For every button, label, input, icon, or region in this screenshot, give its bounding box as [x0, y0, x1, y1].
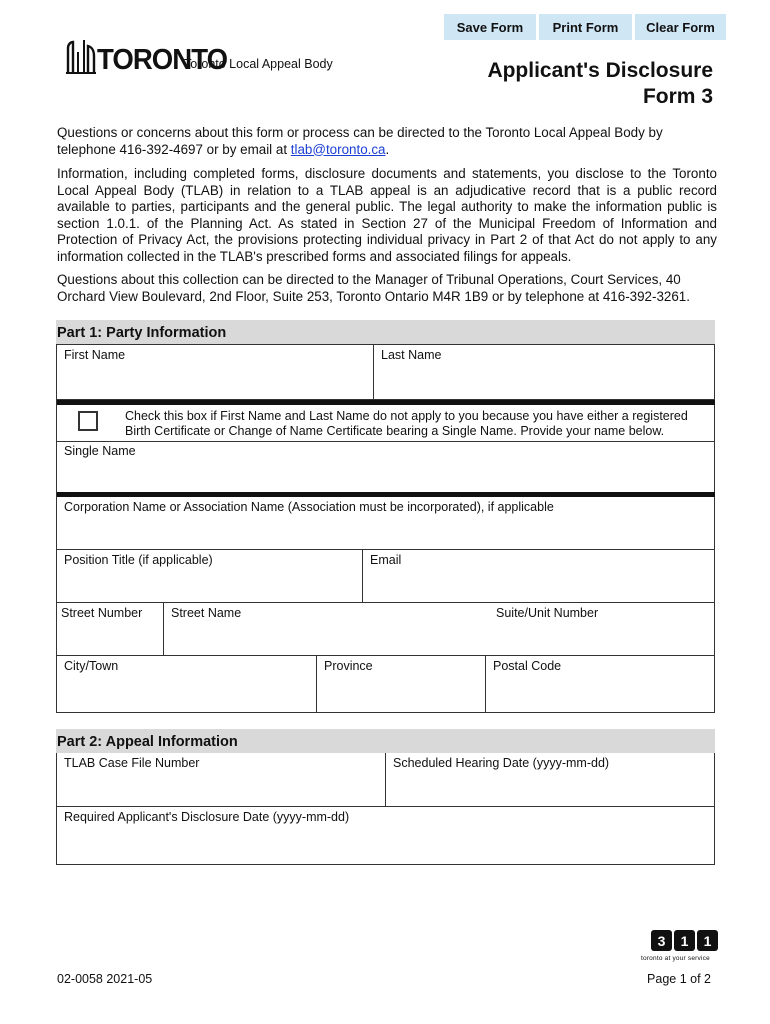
- position-title-label: Position Title (if applicable): [64, 553, 213, 567]
- print-form-button[interactable]: Print Form: [539, 14, 632, 40]
- email-field[interactable]: [362, 550, 714, 602]
- collection-paragraph: Questions about this collection can be directed to the Manager of Tribunal Operations, Court Services, 40 Orchard View Boulevard, 2nd Floor, Suite 253, Toronto Ontario M4R 1B9 or by telephone at 416-392-3261.: [57, 272, 690, 304]
- province-field[interactable]: [316, 656, 485, 712]
- case-file-field[interactable]: [57, 753, 385, 806]
- first-name-label: First Name: [64, 348, 126, 362]
- position-title-field[interactable]: [57, 550, 362, 602]
- contact-paragraph: [57, 125, 717, 158]
- case-file-label: TLAB Case File Number: [64, 756, 200, 770]
- logo-wordmark: TORONTO: [97, 44, 228, 76]
- email-label: Email: [370, 553, 402, 567]
- first-name-field[interactable]: [57, 344, 374, 399]
- city-field[interactable]: [57, 656, 316, 712]
- email-link[interactable]: tlab@toronto.ca: [290, 141, 386, 157]
- page-title: [487, 58, 713, 110]
- last-name-field[interactable]: [373, 344, 714, 399]
- badge-digit: 1: [674, 930, 695, 951]
- single-name-label: Single Name: [64, 444, 136, 458]
- privacy-paragraph: Information, including completed forms, disclosure documents and statements, you disclose to the Toronto Local Appeal Body (TLAB) in relation to a TLAB appeal is an adjudicative record that is a public record available to parties, participants and the general public. The legal authority to make the information public is section 1.0.1. of the Planning Act. As stated in Section 27 of the Municipal Freedom of Information and Protection of Privacy Act, the provisions protecting individual privacy in Part 2 of that Act do not apply to any information collected in the TLAB's prescribed forms and associated filings for appeals.: [57, 166, 717, 264]
- postal-code-label: Postal Code: [493, 659, 562, 673]
- single-name-checkbox[interactable]: [78, 411, 98, 431]
- last-name-label: Last Name: [381, 348, 442, 362]
- clear-form-button[interactable]: Clear Form: [635, 14, 726, 40]
- corporation-label: Corporation Name or Association Name (Association must be incorporated), if applicable: [64, 500, 554, 514]
- hearing-date-label: Scheduled Hearing Date (yyyy-mm-dd): [393, 756, 610, 770]
- org-name: Toronto Local Appeal Body: [184, 57, 333, 71]
- hearing-date-field[interactable]: [385, 753, 714, 806]
- city-label: City/Town: [64, 659, 119, 673]
- form-code: 02-0058 2021-05: [57, 972, 153, 986]
- part1-heading: Part 1: Party Information: [56, 320, 715, 344]
- disclosure-date-label: Required Applicant's Disclosure Date (yyyy-mm-dd): [64, 810, 350, 824]
- street-name-field[interactable]: [163, 603, 486, 655]
- suite-label: Suite/Unit Number: [496, 606, 599, 620]
- corporation-field[interactable]: [57, 497, 714, 550]
- single-name-check-label: Check this box if First Name and Last Name do not apply to you because you have either a registered Birth Certificate or Change of Name Certificate bearing a Single Name. Provide your name below.: [125, 409, 688, 438]
- postal-code-field[interactable]: [485, 656, 714, 712]
- street-name-label: Street Name: [171, 606, 242, 620]
- badge-digit: 1: [697, 930, 718, 951]
- city-hall-icon: [66, 38, 96, 74]
- page-number: Page 1 of 2: [647, 972, 711, 986]
- contact-text: Questions or concerns about this form or process can be directed to the Toronto Local Appeal Body by telephone 416-392-4697 or by email at: [57, 125, 663, 157]
- street-number-field[interactable]: [57, 603, 163, 655]
- thick-divider: [57, 400, 715, 405]
- disclosure-date-field[interactable]: [57, 807, 714, 864]
- street-number-label: Street Number: [61, 606, 143, 620]
- part2-heading: Part 2: Appeal Information: [56, 729, 715, 753]
- suite-field[interactable]: [486, 603, 714, 655]
- title-line-1: Applicant's Disclosure: [487, 59, 713, 82]
- single-name-field[interactable]: [57, 441, 714, 492]
- province-label: Province: [324, 659, 373, 673]
- badge-digit: 3: [651, 930, 672, 951]
- contact-text-end: .: [385, 141, 390, 157]
- toronto-311-badge: [641, 930, 718, 962]
- title-line-2: Form 3: [642, 85, 713, 108]
- save-form-button[interactable]: Save Form: [444, 14, 536, 40]
- badge-tagline: toronto at your service: [641, 955, 710, 962]
